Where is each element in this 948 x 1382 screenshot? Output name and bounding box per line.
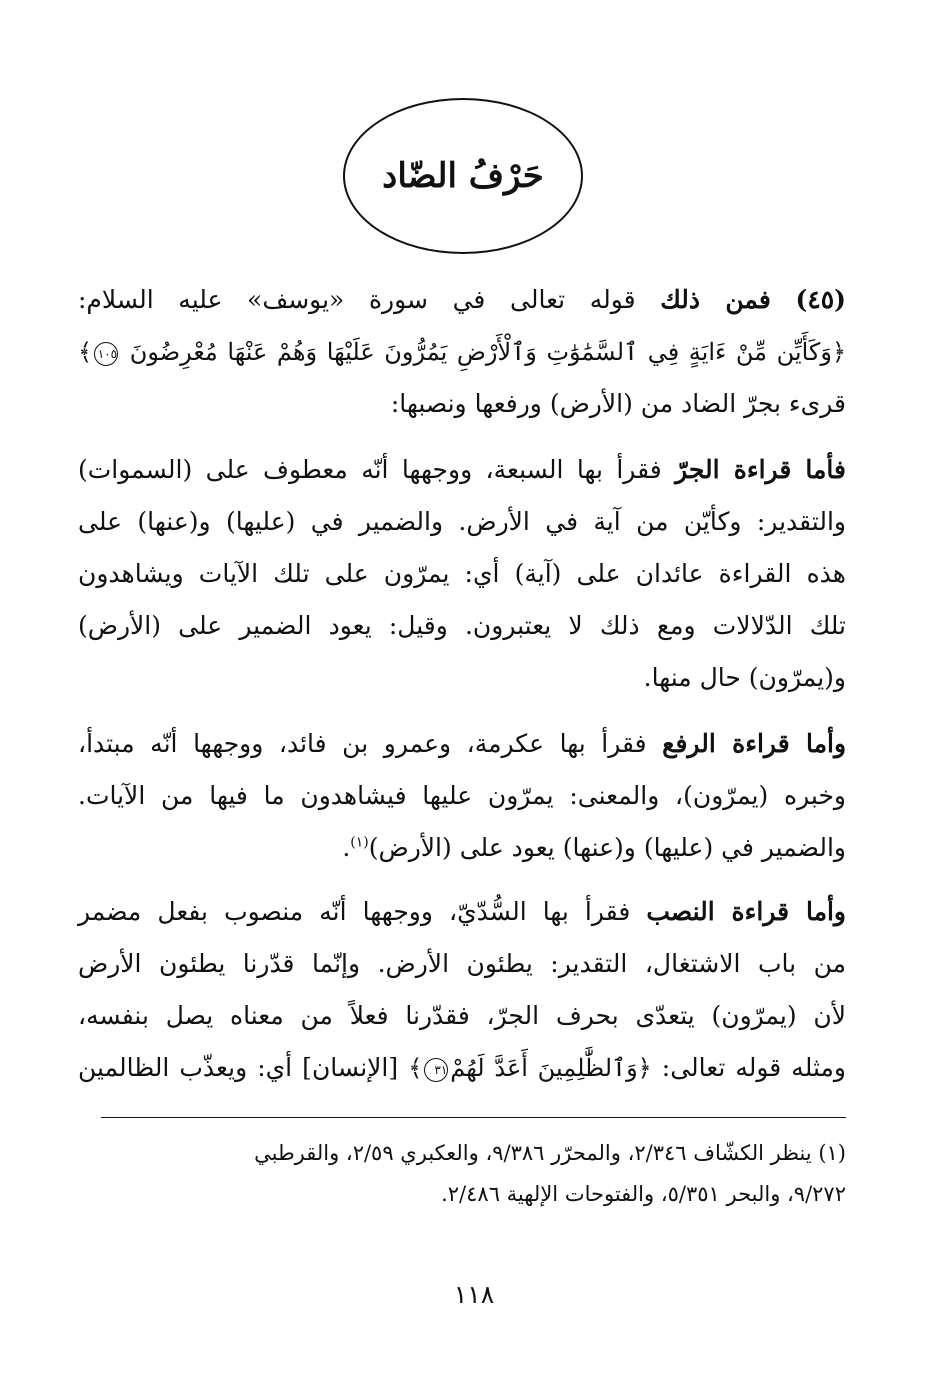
nasb-line-2: من باب الاشتغال، التقدير: يطئون الأرض. وإنّما قدّرنا يطئون الأرض xyxy=(78,949,846,978)
intro-paragraph xyxy=(78,274,846,430)
nasb-line-1: وأما قراءة النصب فقرأ بها السُّدّيّ، ووجهها أنّه منصوب بفعل مضمر xyxy=(78,897,846,926)
jarr-line-5: و(يمرّون) حال منها. xyxy=(643,663,846,692)
raf-line-3: والضمير في (عليها) و(عنها) يعود على (الأرض)$^{(١)}$. xyxy=(342,833,846,862)
footnotes xyxy=(78,1133,846,1215)
verse-number-marker: ٣١ xyxy=(424,1058,448,1082)
entry-number: (٤٥) xyxy=(795,285,847,314)
nasb-line-4: ومثله قوله تعالى: ﴿وَٱلظَّٰلِمِينَ أَعَدَّ لَهُمْ٣١﴾ [الإنسان] أي: ويعذّب الظالمين xyxy=(78,1053,846,1082)
jarr-paragraph xyxy=(78,444,846,704)
page-number: ١١٨ xyxy=(453,1280,495,1309)
intro-line-1: (٤٥) فمن ذلك قوله تعالى في سورة «يوسف» عليه السلام: xyxy=(78,285,847,314)
jarr-line-3: هذه القراءة عائدان على (آية) أي: يمرّون على تلك الآيات ويشاهدون xyxy=(78,559,846,588)
verse-number-marker: ١٠٥ xyxy=(94,342,118,366)
footnote-reference: (١) xyxy=(350,834,369,851)
jarr-line-2: والتقدير: وكأيّن من آية في الأرض. والضمير في (عليها) و(عنها) على xyxy=(78,507,846,536)
raf-line-2: وخبره (يمرّون)، والمعنى: يمرّون عليها فيشاهدون ما فيها من الآيات. xyxy=(78,781,846,810)
jarr-line-1: فأما قراءة الجرّ فقرأ بها السبعة، ووجهها أنّه معطوف على (السموات) xyxy=(78,455,846,484)
intro-line-3: قرىء بجرّ الضاد من (الأرض) ورفعها ونصبها: xyxy=(390,389,846,418)
jarr-line-4: تلك الدّلالات ومع ذلك لا يعتبرون. وقيل: يعود الضمير على (الأرض) xyxy=(78,611,846,640)
footnote-separator xyxy=(101,1117,846,1118)
quran-verse-inline: وَٱلظَّٰلِمِينَ أَعَدَّ لَهُمْ xyxy=(450,1054,638,1082)
nasb-paragraph xyxy=(78,886,846,1094)
quran-verse: وَكَأَيِّن مِّنْ ءَايَةٍ فِي ٱلسَّمَٰوَٰتِ وَٱلْأَرْضِ يَمُرُّونَ عَلَيْهَا وَهُمْ عَنْهَا مُعْرِضُونَ xyxy=(129,338,832,366)
footnote-line-1: (١) ينظر الكشّاف ٢/٣٤٦، والمحرّر ٩/٣٨٦، والعكبري ٢/٥٩، والقرطبي xyxy=(254,1141,846,1165)
nasb-line-3: لأن (يمرّون) يتعدّى بحرف الجرّ، فقدّرنا فعلاً من معناه يصل بنفسه، xyxy=(78,1001,846,1030)
raf-paragraph xyxy=(78,718,846,874)
footnote-line-2: ٩/٢٧٢، والبحر ٥/٣٥١، والفتوحات الإلهية ٢/٤٨٦. xyxy=(441,1182,846,1206)
chapter-heading-oval xyxy=(343,98,583,254)
chapter-heading: حَرْفُ الضّاد xyxy=(382,156,544,196)
quran-verse-line: ﴿وَكَأَيِّن مِّنْ ءَايَةٍ فِي ٱلسَّمَٰوَٰتِ وَٱلْأَرْضِ يَمُرُّونَ عَلَيْهَا وَهُمْ عَنْهَا مُعْرِضُونَ ١٠٥﴾ xyxy=(78,338,846,366)
raf-line-1: وأما قراءة الرفع فقرأ بها عكرمة، وعمرو بن فائد، ووجهها أنّه مبتدأ، xyxy=(78,729,847,758)
